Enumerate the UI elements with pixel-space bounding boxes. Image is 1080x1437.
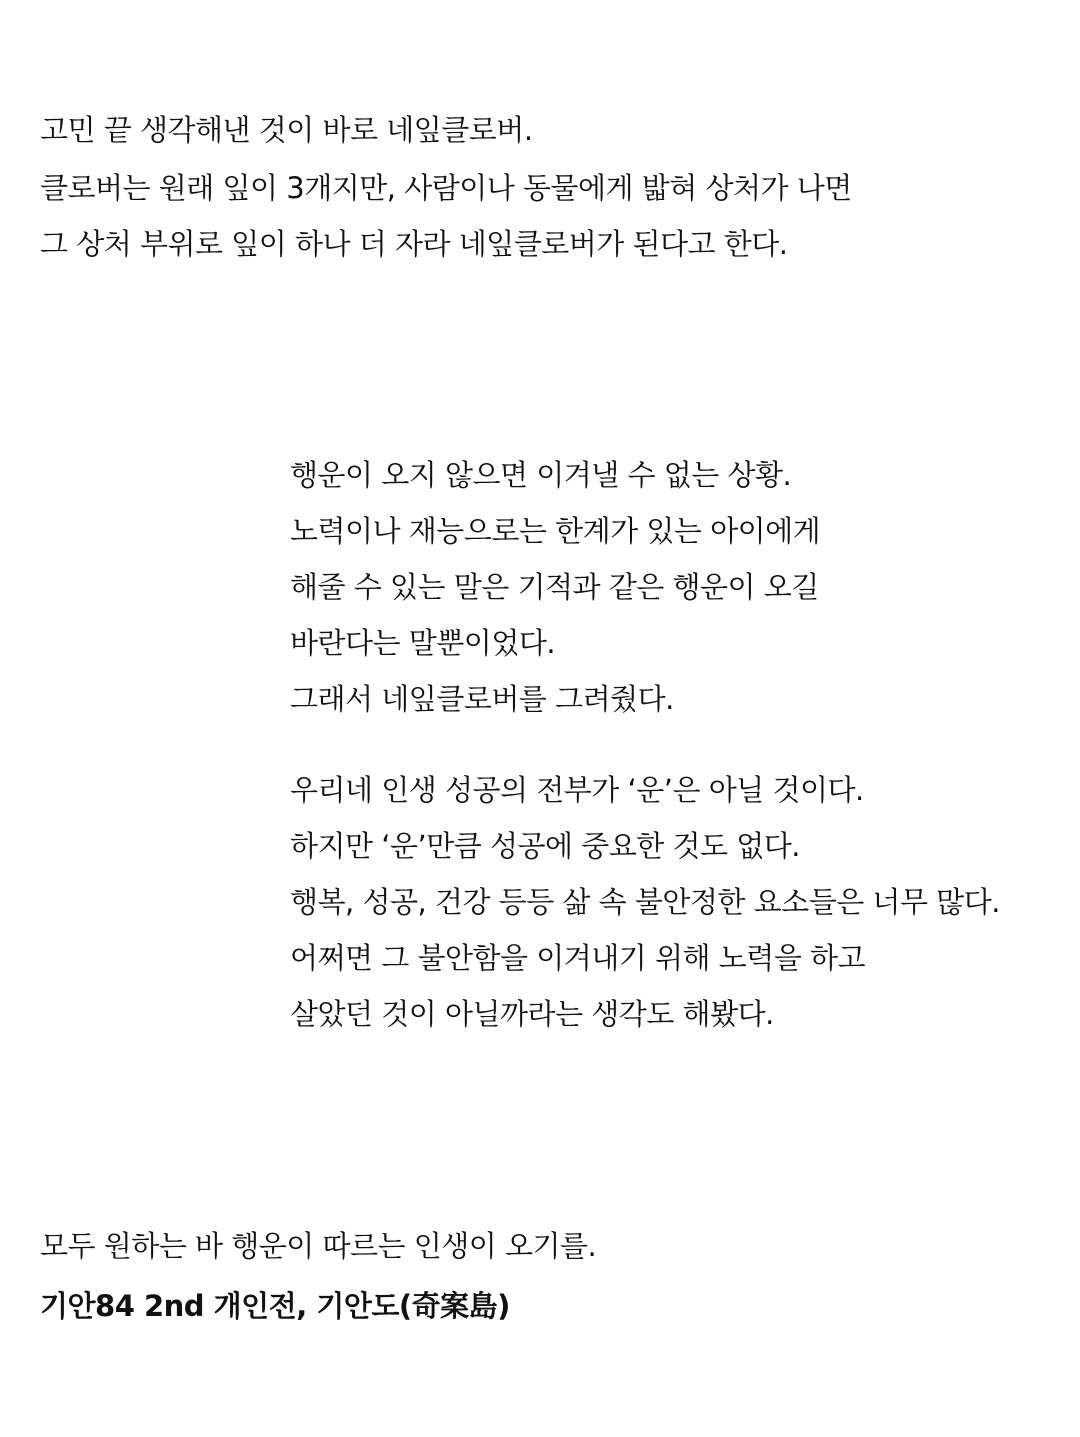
middle-line-7: 하지만 ‘운’만큼 성공에 중요한 것도 없다. (290, 829, 800, 863)
middle-line-6: 우리네 인생 성공의 전부가 ‘운’은 아닐 것이다. (290, 773, 864, 807)
intro-line-2: 클로버는 원래 잎이 3개지만, 사람이나 동물에게 밟혀 상처가 나면 (40, 171, 852, 205)
middle-line-8: 행복, 성공, 건강 등등 삶 속 불안정한 요소들은 너무 많다. (290, 885, 1000, 919)
exhibition-signature: 기안84 2nd 개인전, 기안도(奇案島) (40, 1289, 510, 1323)
middle-line-9: 어쩌면 그 불안함을 이겨내기 위해 노력을 하고 (290, 941, 866, 975)
middle-line-2: 노력이나 재능으로는 한계가 있는 아이에게 (290, 514, 821, 548)
middle-line-1: 행운이 오지 않으면 이겨낼 수 없는 상황. (290, 458, 792, 492)
middle-line-5: 그래서 네잎클로버를 그려줬다. (290, 682, 674, 716)
intro-line-1: 고민 끝 생각해낸 것이 바로 네잎클로버. (40, 113, 533, 147)
closing-wish: 모두 원하는 바 행운이 따르는 인생이 오기를. (40, 1229, 597, 1263)
middle-line-10: 살았던 것이 아닐까라는 생각도 해봤다. (290, 997, 774, 1031)
middle-line-3: 해줄 수 있는 말은 기적과 같은 행운이 오길 (290, 570, 819, 604)
intro-line-3: 그 상처 부위로 잎이 하나 더 자라 네잎클로버가 된다고 한다. (40, 227, 788, 261)
middle-line-4: 바란다는 말뿐이었다. (290, 626, 556, 660)
